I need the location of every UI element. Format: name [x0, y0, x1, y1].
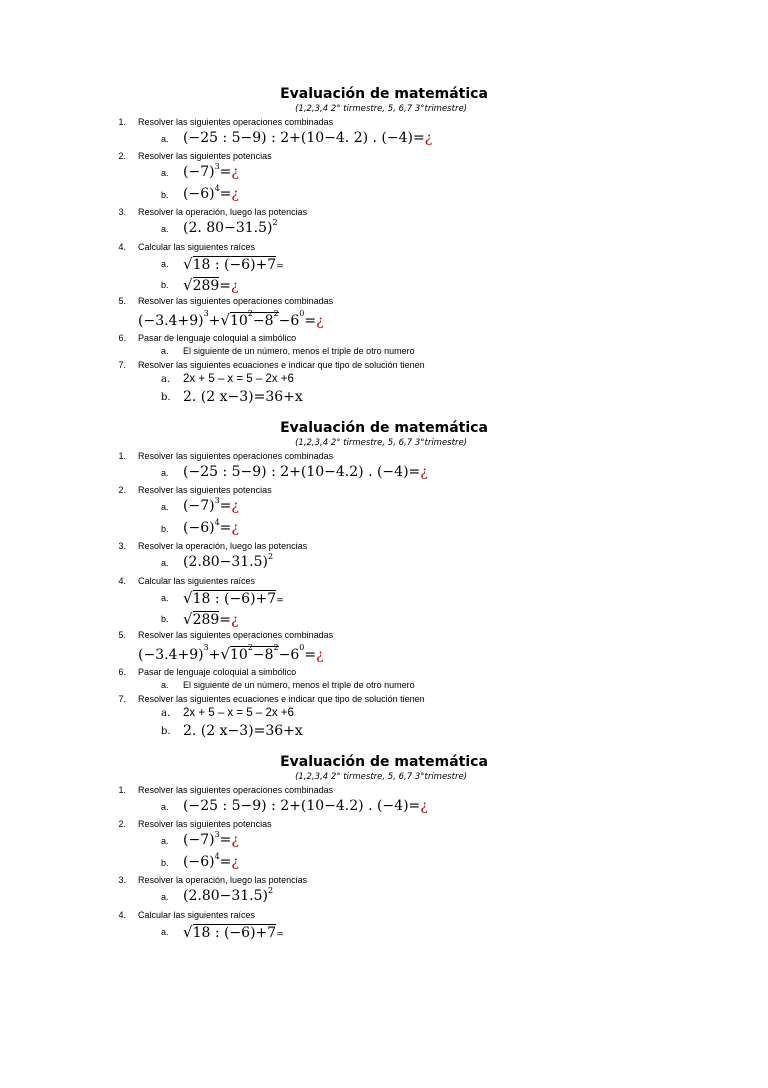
question-text: Resolver las siguientes ecuaciones e indicar que tipo de solución tienen	[138, 694, 425, 704]
item-letter: a.	[161, 502, 169, 512]
question-number: 1.	[118, 117, 126, 127]
sqrt-icon: √	[183, 923, 193, 941]
question-text: Resolver las siguientes operaciones combinadas	[138, 451, 334, 461]
sqrt-icon: √	[220, 645, 230, 663]
question-number: 6.	[118, 667, 126, 677]
item-letter: a.	[161, 259, 169, 269]
item-letter: a.	[161, 468, 169, 478]
question-text: Resolver las siguientes operaciones combinadas	[138, 296, 334, 306]
item-letter: b.	[161, 858, 169, 868]
exam-block-2	[0, 420, 768, 754]
item-letter: a.	[161, 836, 169, 846]
item-letter: a.	[161, 134, 169, 144]
item-letter: b.	[161, 726, 171, 737]
exam-subtitle: (1,2,3,4 2° tirmestre, 5, 6,7 3°trimestre)	[295, 104, 467, 114]
question-number: 1.	[118, 451, 126, 461]
item-letter: a.	[161, 802, 169, 812]
item-text: El siguiente de un número, menos el triple de otro numero	[183, 680, 415, 690]
exam-block-3	[0, 754, 768, 1088]
question-number: 4.	[118, 242, 126, 252]
item-letter: a.	[161, 224, 169, 234]
item-letter: a.	[161, 558, 169, 568]
exam-block-1	[0, 86, 768, 420]
question-text: Resolver las siguientes operaciones combinadas	[138, 785, 334, 795]
item-letter: a.	[161, 708, 171, 719]
math-expression: $(2.80-31.5)^2$	[183, 886, 274, 904]
question-number: 7.	[118, 694, 126, 704]
item-letter: b.	[161, 392, 171, 403]
question-text: Resolver la operación, luego las potencias	[138, 541, 308, 551]
question-number: 3.	[118, 207, 126, 217]
math-expression: (2. 80−31.5)$^2$	[183, 218, 278, 236]
item-letter: a.	[161, 892, 169, 902]
question-number: 2.	[118, 485, 126, 495]
exam-title: Evaluación de matemática	[280, 754, 488, 770]
exam-title: Evaluación de matemática	[280, 420, 488, 436]
sqrt-icon: √	[183, 589, 193, 607]
item-letter: a.	[161, 927, 169, 937]
question-number: 7.	[118, 360, 126, 370]
question-number: 3.	[118, 541, 126, 551]
item-letter: a.	[161, 680, 169, 690]
item-letter: a.	[161, 346, 169, 356]
item-letter: a.	[161, 593, 169, 603]
math-expression: $(-6)^4=¿$	[183, 184, 239, 202]
math-expression: √18 : (−6)+7=	[183, 255, 284, 273]
question-number: 4.	[118, 576, 126, 586]
math-expression: $(-7)^3=¿$	[183, 830, 239, 848]
question-number: 1.	[118, 785, 126, 795]
question-text: Resolver las siguientes operaciones combinadas	[138, 630, 334, 640]
question-text: Resolver la operación, luego las potencias	[138, 875, 308, 885]
math-expression: √289=¿	[183, 610, 239, 628]
math-expression: √18 : (−6)+7=	[183, 923, 284, 941]
sqrt-icon: √	[220, 311, 230, 329]
question-text: Resolver las siguientes operaciones combinadas	[138, 117, 334, 127]
question-text: Pasar de lenguaje coloquial a simbólico	[138, 667, 297, 677]
question-text: Resolver la operación, luego las potencias	[138, 207, 308, 217]
item-letter: b.	[161, 190, 169, 200]
question-number: 3.	[118, 875, 126, 885]
exam-title: Evaluación de matemática	[280, 86, 488, 102]
question-number: 4.	[118, 910, 126, 920]
question-text: Calcular las siguientes raíces	[138, 576, 256, 586]
question-text: Resolver las siguientes potencias	[138, 151, 272, 161]
question-number: 2.	[118, 819, 126, 829]
math-expression: $(-3.4+9)^3+√10^2-8^2-6^0=¿$	[138, 643, 324, 663]
math-expression: $(-7)^3=¿$	[183, 496, 239, 514]
math-expression: $(2.80-31.5)^2$	[183, 552, 274, 570]
item-letter: b.	[161, 524, 169, 534]
math-expression: 2x + 5 – x = 5 – 2x +6	[183, 373, 294, 385]
question-text: Resolver las siguientes potencias	[138, 819, 272, 829]
math-expression: 2x + 5 – x = 5 – 2x +6	[183, 707, 294, 719]
exam-subtitle: (1,2,3,4 2° tirmestre, 5, 6,7 3°trimestre)	[295, 772, 467, 782]
math-expression: $(-7)^3=¿$	[183, 162, 239, 180]
question-number: 2.	[118, 151, 126, 161]
math-expression: (−25 : 5−9) : 2+(10−4.2) . (−4)=¿	[183, 798, 428, 814]
item-letter: a.	[161, 374, 171, 385]
math-expression: $(-6)^4=¿$	[183, 518, 239, 536]
exam-subtitle: (1,2,3,4 2° tirmestre, 5, 6,7 3°trimestre)	[295, 438, 467, 448]
question-number: 6.	[118, 333, 126, 343]
question-text: Calcular las siguientes raíces	[138, 242, 256, 252]
math-expression: 2. (2 x−3)=36+x	[183, 723, 303, 739]
sqrt-icon: √	[183, 610, 193, 628]
item-letter: a.	[161, 168, 169, 178]
sqrt-icon: √	[183, 255, 193, 273]
question-number: 5.	[118, 630, 126, 640]
math-expression: (−25 : 5−9) : 2+(10−4.2) . (−4)=¿	[183, 464, 428, 480]
question-text: Resolver las siguientes ecuaciones e indicar que tipo de solución tienen	[138, 360, 425, 370]
sqrt-icon: √	[183, 276, 193, 294]
math-expression: (−25 : 5−9) : 2+(10−4. 2) . (−4)=¿	[183, 130, 433, 146]
question-text: Resolver las siguientes potencias	[138, 485, 272, 495]
item-letter: b.	[161, 280, 169, 290]
math-expression: $(-3.4+9)^3+√10^2-8^2-6^0=¿$	[138, 309, 324, 329]
item-letter: b.	[161, 614, 169, 624]
math-expression: 2. (2 x−3)=36+x	[183, 389, 303, 405]
question-text: Pasar de lenguaje coloquial a simbólico	[138, 333, 297, 343]
question-text: Calcular las siguientes raíces	[138, 910, 256, 920]
math-expression: √289=¿	[183, 276, 239, 294]
item-text: El siguiente de un número, menos el triple de otro numero	[183, 346, 415, 356]
math-expression: $(-6)^4=¿$	[183, 852, 239, 870]
question-number: 5.	[118, 296, 126, 306]
math-expression: √18 : (−6)+7=	[183, 589, 284, 607]
